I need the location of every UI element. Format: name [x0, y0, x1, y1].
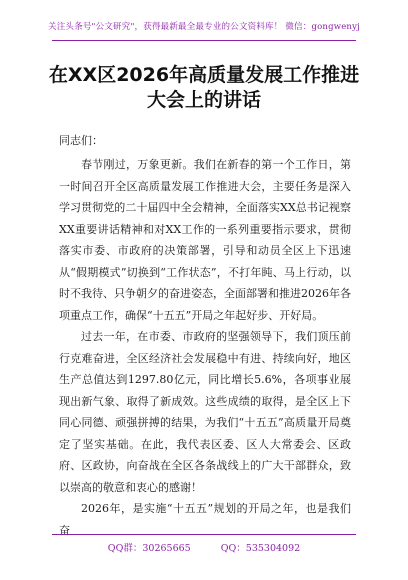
header-notice: 关注头条号"公文研究"，获得最新最全最专业的公文资料库！ 微信：gongwenyj: [48, 22, 360, 32]
body-paragraph: 2026年，是实施“十五五”规划的开局之年，也是我们奋: [59, 502, 351, 537]
document-body: [59, 154, 351, 541]
body-paragraph: 过去一年，在市委、市政府的坚强领导下，我们顶压前行克难奋进，全区经济社会发展稳中有进、持续向好，地区生产总值达到1297.80亿元，同比增长5.6%，各项事业展现出新气象、取得了新成效。这些成绩的取得，是全区上下同心同德、顽强拼搏的结果，为我们“十五五”高质量开局奠定了坚实基础。在此，我代表区委、区人大常委会、区政府、区政协，向奋战在全区各条战线上的广大干部群众，致以崇高的敬意和衷心的感谢！: [59, 330, 351, 494]
footer-qq: QQ：535304092: [220, 543, 301, 554]
header-divider: [52, 40, 356, 41]
body-paragraph: 春节刚过，万象更新。我们在新春的第一个工作日，第一时间召开全区高质量发展工作推进大会，主要任务是深入学习贯彻党的二十届四中全会精神，全面落实XX总书记视察XX重要讲话精神和对XX工作的一系列重要指示要求，贯彻落实市委、市政府的决策部署，引导和动员全区上下迅速从“假期模式”切换到“工作状态”，不打年盹、马上行动，以时不我待、只争朝夕的奋进姿态，全面部署和推进2026年各项重点工作，确保“十五五”开局之年起好步、开好局。: [59, 158, 351, 322]
salutation: 同志们：: [59, 134, 103, 147]
footer-qq-group: QQ群：30265665: [107, 543, 191, 554]
footer-divider: [52, 534, 356, 535]
document-title: 在XX区2026年高质量发展工作推进大会上的讲话: [48, 64, 360, 111]
footer-contact: [0, 540, 408, 554]
